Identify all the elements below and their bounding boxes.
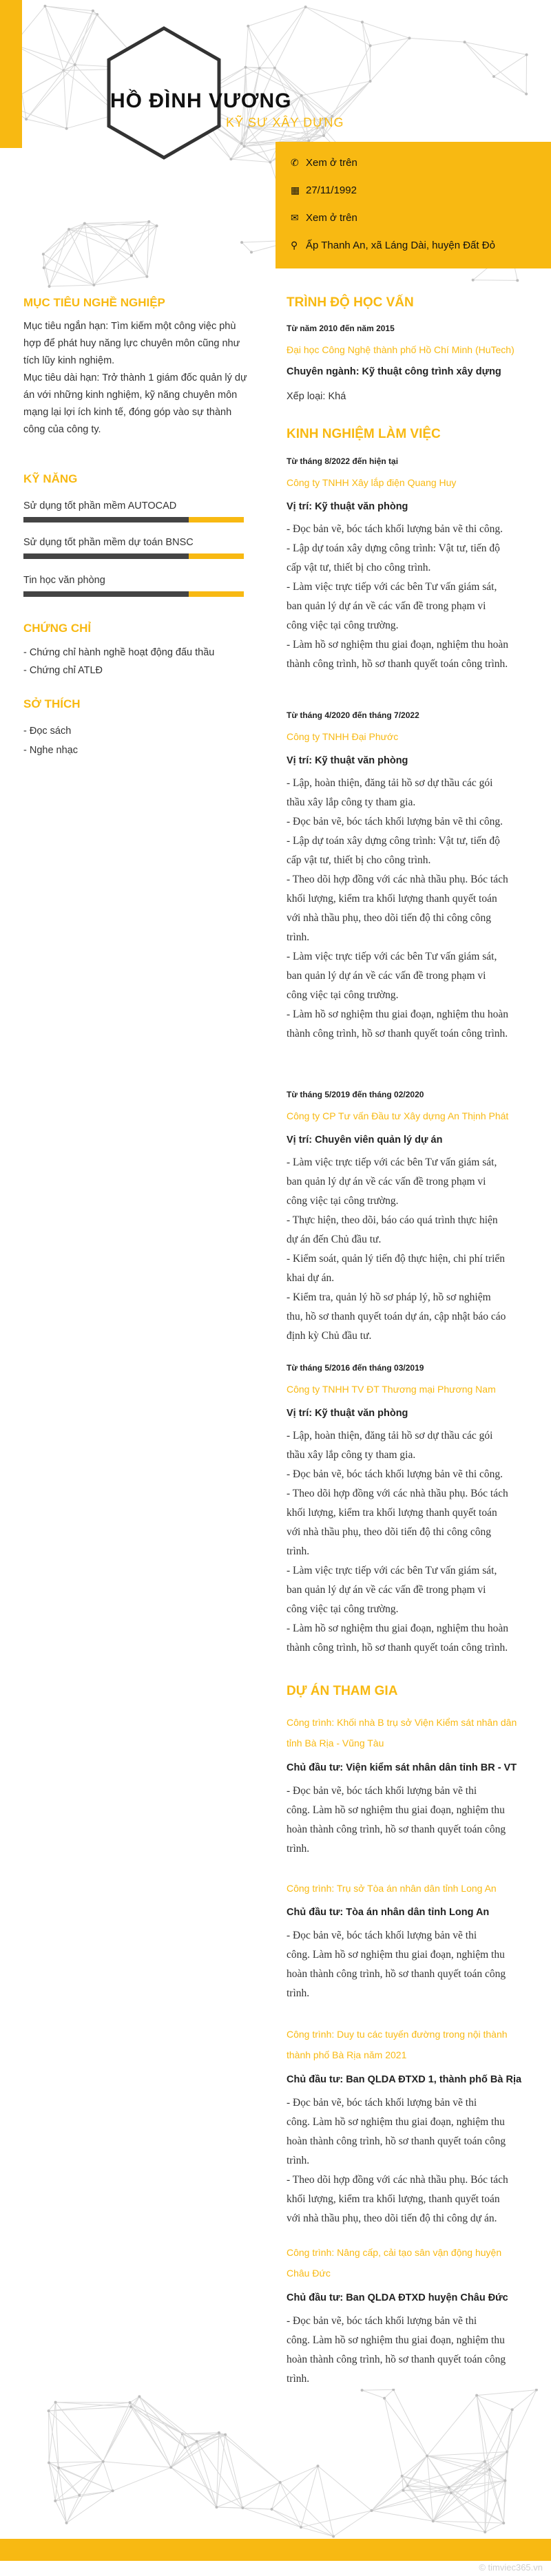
footer-network-background — [0, 2389, 551, 2540]
objective-heading: MỤC TIÊU NGHỀ NGHIỆP — [23, 296, 165, 309]
skills-heading: KỸ NĂNG — [23, 472, 78, 485]
projects-heading: DỰ ÁN THAM GIA — [287, 1684, 398, 1698]
contact-address — [291, 240, 495, 251]
skill-bar-fill — [23, 517, 189, 522]
project-title: Công trình: Khối nhà B trụ sở Viện Kiểm sát nhân dân tỉnh Bà Rịa - Vũng Tàu — [287, 1717, 517, 1749]
skill-label: Tin học văn phòng — [23, 575, 105, 586]
project-owner: Chủ đầu tư: Tòa án nhân dân tỉnh Long An — [287, 1907, 490, 1918]
certificates-heading: CHỨNG CHỈ — [23, 622, 92, 635]
skill-item — [23, 575, 244, 597]
project-owner: Chủ đầu tư: Ban QLDA ĐTXD huyện Châu Đức — [287, 2292, 508, 2303]
job-title: KỸ SƯ XÂY DỰNG — [226, 116, 344, 129]
candidate-name: HỒ ĐÌNH VƯƠNG — [110, 89, 292, 112]
skill-label: Sử dụng tốt phần mềm AUTOCAD — [23, 500, 177, 511]
hobby-item: - Đọc sách — [23, 726, 72, 737]
location-pin-icon: ⚲ — [291, 240, 298, 251]
skill-bar-fill — [23, 591, 189, 597]
project-title: Công trình: Trụ sở Tòa án nhân dân tỉnh Long An — [287, 1883, 497, 1894]
job-description: - Lập, hoàn thiện, đăng tải hồ sơ dự thầu các gói thầu xây lắp công ty tham gia. - Đọc bản vẽ, bóc tách khối lượng bản vẽ thi công. - Lập dự toán xây dựng công trình: Vật tư, tiến độ cấp vật tư, thiết bị cho công trình. - Theo dõi hợp đồng với các nhà thầu phụ. Bóc tách khối lượng, kiểm tra khối lượng thanh quyết toán với nhà thầu phụ, theo dõi tiến độ thi công công trình. - Làm việc trực tiếp với các bên Tư vấn giám sát, ban quản lý dự án về các vấn đề trong phạm vi công việc tại công trường. - Làm hồ sơ nghiệm thu giai đoạn, nghiệm thu hoàn thành công trình, hồ sơ thanh quyết toán công trình. — [287, 777, 509, 1039]
skill-bar-fill — [23, 553, 189, 559]
certificate-item: - Chứng chỉ ATLĐ — [23, 665, 103, 676]
job-company: Công ty CP Tư vấn Đầu tư Xây dựng An Thịnh Phát — [287, 1110, 509, 1121]
job-period: Từ tháng 5/2019 đến tháng 02/2020 — [287, 1090, 424, 1099]
project-description: - Đọc bản vẽ, bóc tách khối lượng bản vẽ thi công. Làm hồ sơ nghiệm thu giai đoạn, nghiệm thu hoàn thành công trình, hồ sơ thanh quyết toán công trình. — [287, 2315, 506, 2385]
education-school: Đại học Công Nghệ thành phố Hồ Chí Minh (HuTech) — [287, 344, 514, 355]
job-period: Từ tháng 8/2022 đến hiện tại — [287, 456, 399, 466]
job-period: Từ tháng 4/2020 đến tháng 7/2022 — [287, 710, 419, 720]
job-position: Vị trí: Chuyên viên quản lý dự án — [287, 1134, 443, 1146]
skill-bar — [23, 517, 244, 522]
header-accent-bar — [0, 0, 22, 148]
contact-phone — [291, 157, 357, 169]
skill-bar — [23, 591, 244, 597]
job-company: Công ty TNHH Đại Phước — [287, 731, 399, 742]
job-description: - Đọc bản vẽ, bóc tách khối lượng bản vẽ thi công. - Lập dự toán xây dựng công trình: Vật tư, tiến độ cấp vật tư, thiết bị cho công trình. - Làm việc trực tiếp với các bên Tư vấn giám sát, ban quản lý dự án về các vấn đề trong phạm vi công việc tại công trường. - Làm hồ sơ nghiệm thu giai đoạn, nghiệm thu hoàn thành công trình, hồ sơ thanh quyết toán công trình. — [287, 523, 509, 670]
skill-label: Sử dụng tốt phần mềm dự toán BNSC — [23, 537, 194, 548]
education-heading: TRÌNH ĐỘ HỌC VẤN — [287, 295, 414, 310]
job-description: - Làm việc trực tiếp với các bên Tư vấn giám sát, ban quản lý dự án về các vấn đề trong phạm vi công việc tại công trường. - Thực hiện, theo dõi, báo cáo quá trình thực hiện dự án đến Chủ đầu tư. - Kiểm soát, quản lý tiến độ thực hiện, chi phí triển khai dự án. - Kiểm tra, quản lý hồ sơ pháp lý, hồ sơ nghiệm thu, hồ sơ thanh quyết toán dự án, cập nhật báo cáo định kỳ Chủ đầu tư. — [287, 1157, 506, 1342]
project-description: - Đọc bản vẽ, bóc tách khối lượng bản vẽ thi công. Làm hồ sơ nghiệm thu giai đoạn, nghiệm thu hoàn thành công trình, hồ sơ thanh quyết toán công trình. — [287, 1785, 506, 1855]
project-description: - Đọc bản vẽ, bóc tách khối lượng bản vẽ thi công. Làm hồ sơ nghiệm thu giai đoạn, nghiệm thu hoàn thành công trình, hồ sơ thanh quyết toán công trình. — [287, 1930, 506, 1999]
contact-email-text: Xem ở trên — [306, 212, 357, 224]
footer-accent-band — [0, 2539, 551, 2561]
job-position: Vị trí: Kỹ thuật văn phòng — [287, 501, 408, 512]
project-description: - Đọc bản vẽ, bóc tách khối lượng bản vẽ thi công. Làm hồ sơ nghiệm thu giai đoạn, nghiệm thu hoàn thành công trình, hồ sơ thanh quyết toán công trình. - Theo dõi hợp đồng với các nhà thầu phụ. Bóc tách khối lượng, kiểm tra khối lượng, thanh quyết toán với nhà thầu phụ, theo dõi tiến độ thi công dự án. — [287, 2097, 508, 2224]
hobby-item: - Nghe nhạc — [23, 745, 78, 756]
project-title: Công trình: Duy tu các tuyến đường trong nội thành thành phố Bà Rịa năm 2021 — [287, 2029, 508, 2060]
contact-box — [276, 142, 551, 268]
skill-bar — [23, 553, 244, 559]
contact-birthday-text: 27/11/1992 — [306, 184, 357, 196]
job-description: - Lập, hoàn thiện, đăng tải hồ sơ dự thầu các gói thầu xây lắp công ty tham gia. - Đọc bản vẽ, bóc tách khối lượng bản vẽ thi công. - Theo dõi hợp đồng với các nhà thầu phụ. Bóc tách khối lượng, kiểm tra khối lượng thanh quyết toán với nhà thầu phụ, theo dõi tiến độ thi công công trình. - Làm việc trực tiếp với các bên Tư vấn giám sát, ban quản lý dự án về các vấn đề trong phạm vi công việc tại công trường. - Làm hồ sơ nghiệm thu giai đoạn, nghiệm thu hoàn thành công trình, hồ sơ thanh quyết toán công trình. — [287, 1430, 509, 1654]
contact-address-text: Ấp Thanh An, xã Láng Dài, huyện Đất Đỏ — [306, 240, 495, 251]
job-period: Từ tháng 5/2016 đến tháng 03/2019 — [287, 1363, 424, 1373]
education-major: Chuyên ngành: Kỹ thuật công trình xây dựng — [287, 366, 501, 377]
certificates-list — [23, 644, 214, 679]
contact-email — [291, 212, 357, 224]
education-grade: Xếp loại: Khá — [287, 391, 346, 402]
job-company: Công ty TNHH Xây lắp điện Quang Huy — [287, 477, 457, 488]
calendar-icon: ▦ — [291, 184, 300, 196]
skill-item — [23, 500, 244, 522]
job-position: Vị trí: Kỹ thuật văn phòng — [287, 755, 408, 766]
phone-icon: ✆ — [291, 157, 299, 168]
contact-phone-text: Xem ở trên — [306, 157, 357, 169]
experience-heading: KINH NGHIỆM LÀM VIỆC — [287, 427, 441, 441]
project-owner: Chủ đầu tư: Viện kiểm sát nhân dân tỉnh BR - VT — [287, 1762, 517, 1773]
contact-birthday — [291, 184, 357, 196]
email-icon: ✉ — [291, 212, 299, 223]
skill-item — [23, 537, 244, 559]
hobbies-heading: SỞ THÍCH — [23, 697, 81, 710]
certificate-item: - Chứng chỉ hành nghề hoạt động đấu thầu — [23, 647, 215, 658]
project-owner: Chủ đầu tư: Ban QLDA ĐTXD 1, thành phố Bà Rịa — [287, 2074, 522, 2085]
watermark: © timviec365.vn — [479, 2562, 543, 2573]
objective-text: Mục tiêu ngắn hạn: Tìm kiếm một công việc phù hợp để phát huy năng lực chuyên môn cũng như tích lũy kinh nghiệm. Mục tiêu dài hạn: Trở thành 1 giám đốc quản lý dự án với những kinh nghiệm, kỹ năng chuyên môn mạng lại lợi ích kinh tế, đóng góp vào sự thành công của công ty. — [23, 321, 247, 435]
job-company: Công ty TNHH TV ĐT Thương mại Phương Nam — [287, 1384, 496, 1395]
hobbies-list — [23, 721, 78, 760]
education-period: Từ năm 2010 đến năm 2015 — [287, 324, 395, 333]
project-title: Công trình: Nâng cấp, cải tạo sân vận động huyện Châu Đức — [287, 2247, 502, 2279]
job-position: Vị trí: Kỹ thuật văn phòng — [287, 1408, 408, 1419]
